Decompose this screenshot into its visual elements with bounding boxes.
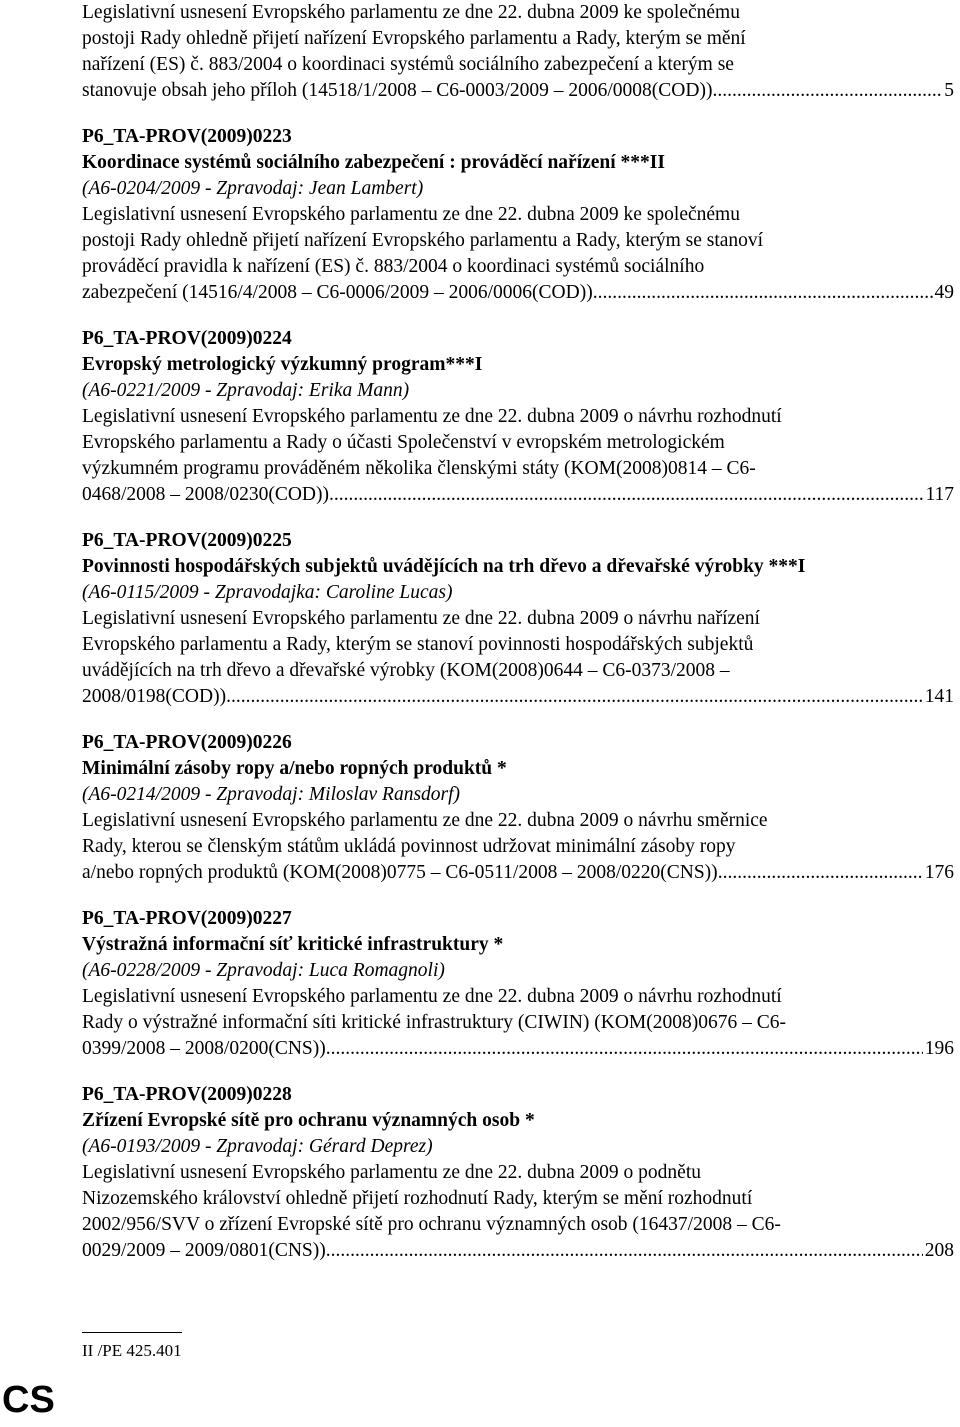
entry-desc-line: Legislativní usnesení Evropského parlamentu ze dne 22. dubna 2009 ke společnému (82, 204, 740, 225)
toc-line-text: 2008/0198(COD)) (82, 686, 227, 707)
entry-code: P6_TA-PROV(2009)0223 (82, 126, 292, 147)
entry-desc-line: uvádějících na trh dřevo a dřevařské výrobky (KOM(2008)0644 – C6-0373/2008 – (82, 660, 730, 681)
entry-desc-line: Legislativní usnesení Evropského parlamentu ze dne 22. dubna 2009 o návrhu směrnice (82, 810, 768, 831)
entry-title: Povinnosti hospodářských subjektů uvádějících na trh dřevo a dřevařské výrobky ***I (82, 556, 806, 577)
dot-leader (593, 280, 933, 306)
toc-line-text: a/nebo ropných produktů (KOM(2008)0775 – C6-0511/2008 – 2008/0220(CNS)) (82, 862, 718, 883)
page-number: 49 (934, 282, 954, 303)
footer-reference: II /PE 425.401 (82, 1341, 182, 1360)
dot-leader (226, 684, 923, 710)
entry-title: Koordinace systémů sociálního zabezpečení : prováděcí nařízení ***II (82, 152, 665, 173)
entry-title: Výstražná informační síť kritické infrastruktury * (82, 934, 504, 955)
dot-leader (718, 860, 923, 886)
entry-rapporteur: (A6-0193/2009 - Zpravodaj: Gérard Deprez) (82, 1136, 433, 1157)
entry-desc-line: Nizozemského království ohledně přijetí rozhodnutí Rady, kterým se mění rozhodnutí (82, 1188, 753, 1209)
toc-entry (82, 1082, 954, 1264)
toc-leader-line (82, 280, 954, 306)
entry-code: P6_TA-PROV(2009)0224 (82, 328, 292, 349)
entry-code: P6_TA-PROV(2009)0228 (82, 1084, 292, 1105)
entry-code: P6_TA-PROV(2009)0227 (82, 908, 292, 929)
entry-rapporteur: (A6-0115/2009 - Zpravodajka: Caroline Lucas) (82, 582, 453, 603)
entry-rapporteur: (A6-0228/2009 - Zpravodaj: Luca Romagnoli) (82, 960, 445, 981)
entry-desc-line: Evropského parlamentu a Rady, kterým se stanoví povinnosti hospodářských subjektů (82, 634, 754, 655)
toc-entry (82, 528, 954, 710)
entry-rapporteur: (A6-0214/2009 - Zpravodaj: Miloslav Ransdorf) (82, 784, 461, 805)
toc-line: postoji Rady ohledně přijetí nařízení Evropského parlamentu a Rady, kterým se mění (82, 28, 746, 49)
entry-title: Zřízení Evropské sítě pro ochranu významných osob * (82, 1110, 535, 1131)
page-number: 196 (924, 1038, 954, 1059)
page-number: 176 (924, 862, 954, 883)
toc-line-text: stanovuje obsah jeho příloh (14518/1/2008 – C6-0003/2009 – 2006/0008(COD)) (82, 80, 713, 101)
page-number: 141 (924, 686, 954, 707)
entry-code: P6_TA-PROV(2009)0225 (82, 530, 292, 551)
entry-rapporteur: (A6-0221/2009 - Zpravodaj: Erika Mann) (82, 380, 410, 401)
toc-line: nařízení (ES) č. 883/2004 o koordinaci systémů sociálního zabezpečení a kterým se (82, 54, 734, 75)
entry-desc-line: prováděcí pravidla k nařízení (ES) č. 883/2004 o koordinaci systémů sociálního (82, 256, 705, 277)
toc-leader-line (82, 860, 954, 886)
entry-desc-line: Legislativní usnesení Evropského parlamentu ze dne 22. dubna 2009 o návrhu nařízení (82, 608, 760, 629)
entry-desc-line: Rady, kterou se členským státům ukládá povinnost udržovat minimální zásoby ropy (82, 836, 736, 857)
entry-desc-line: Legislativní usnesení Evropského parlamentu ze dne 22. dubna 2009 o návrhu rozhodnutí (82, 986, 782, 1007)
entry-title: Minimální zásoby ropy a/nebo ropných produktů * (82, 758, 507, 779)
toc-leader-line (82, 1238, 954, 1264)
toc-leader-line (82, 684, 954, 710)
dot-leader (712, 78, 942, 104)
entry-code: P6_TA-PROV(2009)0226 (82, 732, 292, 753)
dot-leader (329, 482, 923, 508)
entry-desc-line: Rady o výstražné informační síti kritické infrastruktury (CIWIN) (KOM(2008)0676 – C6- (82, 1012, 786, 1033)
entry-desc-line: výzkumném programu prováděném několika členskými státy (KOM(2008)0814 – C6- (82, 458, 756, 479)
language-code: CS (2, 1379, 55, 1421)
toc-line-text: 0029/2009 – 2009/0801(CNS)) (82, 1240, 326, 1261)
toc-leader-line (82, 482, 954, 508)
toc-entry (82, 906, 954, 1062)
page-number: 117 (925, 484, 954, 505)
entry-title: Evropský metrologický výzkumný program***I (82, 354, 483, 375)
entry-desc-line: Evropského parlamentu a Rady o účasti Společenství v evropském metrologickém (82, 432, 725, 453)
toc-leader-line (82, 1036, 954, 1062)
toc-line: Legislativní usnesení Evropského parlamentu ze dne 22. dubna 2009 ke společnému (82, 2, 740, 23)
toc-line-text: zabezpečení (14516/4/2008 – C6-0006/2009 – 2006/0006(COD)) (82, 282, 593, 303)
toc-line-text: 0399/2008 – 2008/0200(CNS)) (82, 1038, 326, 1059)
toc-entry (82, 326, 954, 508)
toc-entry (82, 730, 954, 886)
toc-intro-entry (82, 0, 954, 104)
entry-desc-line: Legislativní usnesení Evropského parlamentu ze dne 22. dubna 2009 o podnětu (82, 1162, 701, 1183)
page-number: 5 (944, 80, 954, 101)
dot-leader (326, 1238, 923, 1264)
entry-desc-line: Legislativní usnesení Evropského parlamentu ze dne 22. dubna 2009 o návrhu rozhodnutí (82, 406, 782, 427)
entry-rapporteur: (A6-0204/2009 - Zpravodaj: Jean Lambert) (82, 178, 424, 199)
page-number: 208 (924, 1240, 954, 1261)
toc-leader-line (82, 78, 954, 104)
entry-desc-line: 2002/956/SVV o zřízení Evropské sítě pro ochranu významných osob (16437/2008 – C6- (82, 1214, 781, 1235)
toc-entry (82, 124, 954, 306)
toc-line-text: 0468/2008 – 2008/0230(COD)) (82, 484, 329, 505)
footer-rule (82, 1332, 182, 1333)
entry-desc-line: postoji Rady ohledně přijetí nařízení Evropského parlamentu a Rady, kterým se stanoví (82, 230, 764, 251)
dot-leader (326, 1036, 923, 1062)
toc-content (82, 0, 954, 1264)
